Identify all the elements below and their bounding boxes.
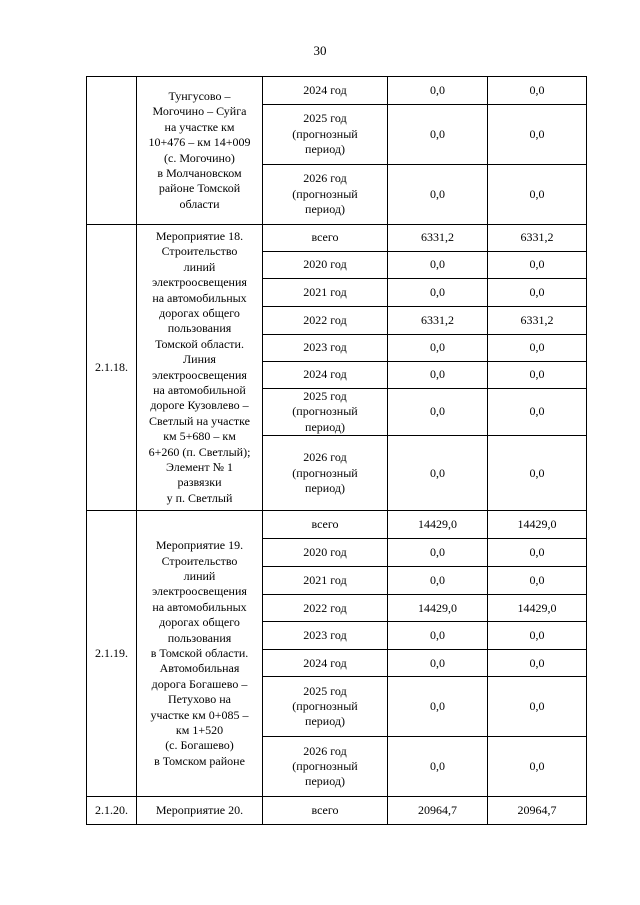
- funding-table: [86, 76, 587, 825]
- value-budget-cell: 14429,0: [488, 511, 587, 539]
- table-row: [87, 225, 587, 252]
- value-total-cell: 0,0: [388, 436, 488, 511]
- period-cell: 2024 год: [263, 77, 388, 105]
- value-total-cell: 0,0: [388, 737, 488, 797]
- value-budget-cell: 6331,2: [488, 307, 587, 335]
- item-description: Тунгусово – Могочино – Суйга на участке км 10+476 – км 14+009 (с. Могочино) в Молчановском районе Томской области: [137, 77, 263, 225]
- item-number: 2.1.19.: [87, 511, 137, 797]
- value-budget-cell: 0,0: [488, 165, 587, 225]
- value-total-cell: 0,0: [388, 389, 488, 436]
- period-cell: 2026 год (прогнозный период): [263, 436, 388, 511]
- value-total-cell: 0,0: [388, 677, 488, 737]
- item-description: Мероприятие 20.: [137, 797, 263, 825]
- value-budget-cell: 0,0: [488, 677, 587, 737]
- value-total-cell: 0,0: [388, 77, 488, 105]
- table-row: [87, 77, 587, 105]
- value-total-cell: 14429,0: [388, 595, 488, 622]
- value-budget-cell: 0,0: [488, 436, 587, 511]
- value-total-cell: 6331,2: [388, 307, 488, 335]
- value-budget-cell: 6331,2: [488, 225, 587, 252]
- value-total-cell: 20964,7: [388, 797, 488, 825]
- item-number: 2.1.18.: [87, 225, 137, 511]
- period-cell: 2025 год (прогнозный период): [263, 389, 388, 436]
- value-total-cell: 0,0: [388, 362, 488, 389]
- item-number: [87, 77, 137, 225]
- value-budget-cell: 0,0: [488, 252, 587, 279]
- value-total-cell: 0,0: [388, 335, 488, 362]
- period-cell: 2023 год: [263, 335, 388, 362]
- value-budget-cell: 0,0: [488, 389, 587, 436]
- item-description: Мероприятие 19. Строительство линий электроосвещения на автомобильных дорогах общего пользования в Томской области. Автомобильная дорога Богашево – Петухово на участке км 0+085 – км 1+520 (с. Богашево) в Томском районе: [137, 511, 263, 797]
- value-budget-cell: 0,0: [488, 105, 587, 165]
- value-total-cell: 14429,0: [388, 511, 488, 539]
- value-budget-cell: 14429,0: [488, 595, 587, 622]
- period-cell: 2023 год: [263, 622, 388, 650]
- value-budget-cell: 0,0: [488, 335, 587, 362]
- period-cell: всего: [263, 797, 388, 825]
- value-budget-cell: 0,0: [488, 279, 587, 307]
- value-budget-cell: 0,0: [488, 539, 587, 567]
- value-total-cell: 0,0: [388, 105, 488, 165]
- value-budget-cell: 0,0: [488, 650, 587, 677]
- period-cell: 2026 год (прогнозный период): [263, 165, 388, 225]
- period-cell: 2025 год (прогнозный период): [263, 677, 388, 737]
- period-cell: 2021 год: [263, 567, 388, 595]
- period-cell: 2024 год: [263, 362, 388, 389]
- period-cell: всего: [263, 511, 388, 539]
- item-number: 2.1.20.: [87, 797, 137, 825]
- table-row: [87, 797, 587, 825]
- period-cell: 2025 год (прогнозный период): [263, 105, 388, 165]
- value-total-cell: 0,0: [388, 650, 488, 677]
- page-number: 30: [313, 43, 327, 58]
- period-cell: 2026 год (прогнозный период): [263, 737, 388, 797]
- value-total-cell: 0,0: [388, 252, 488, 279]
- value-budget-cell: 20964,7: [488, 797, 587, 825]
- value-total-cell: 0,0: [388, 165, 488, 225]
- period-cell: 2020 год: [263, 539, 388, 567]
- value-budget-cell: 0,0: [488, 737, 587, 797]
- value-budget-cell: 0,0: [488, 362, 587, 389]
- period-cell: 2022 год: [263, 595, 388, 622]
- value-total-cell: 0,0: [388, 539, 488, 567]
- value-total-cell: 6331,2: [388, 225, 488, 252]
- period-cell: 2022 год: [263, 307, 388, 335]
- period-cell: 2020 год: [263, 252, 388, 279]
- value-total-cell: 0,0: [388, 567, 488, 595]
- value-total-cell: 0,0: [388, 622, 488, 650]
- value-budget-cell: 0,0: [488, 622, 587, 650]
- item-description: Мероприятие 18. Строительство линий электроосвещения на автомобильных дорогах общего пользования Томской области. Линия электроосвещения на автомобильной дороге Кузовлево – Светлый на участке км 5+680 – км 6+260 (п. Светлый); Элемент № 1 развязки у п. Светлый: [137, 225, 263, 511]
- period-cell: всего: [263, 225, 388, 252]
- value-budget-cell: 0,0: [488, 77, 587, 105]
- value-total-cell: 0,0: [388, 279, 488, 307]
- period-cell: 2024 год: [263, 650, 388, 677]
- table-row: [87, 511, 587, 539]
- period-cell: 2021 год: [263, 279, 388, 307]
- value-budget-cell: 0,0: [488, 567, 587, 595]
